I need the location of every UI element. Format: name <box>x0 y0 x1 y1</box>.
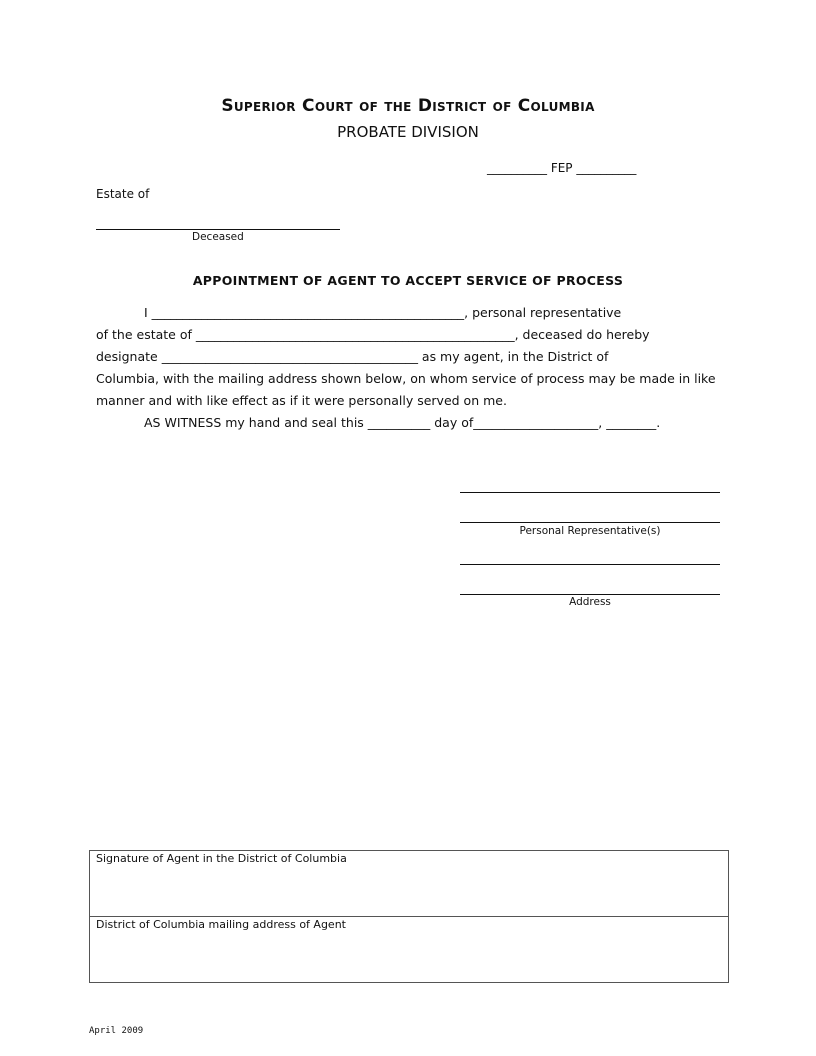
document-title: APPOINTMENT OF AGENT TO ACCEPT SERVICE OF PROCESS <box>192 273 624 288</box>
agent-info-box <box>89 850 729 983</box>
case-number-field[interactable]: __________ FEP __________ <box>487 161 637 175</box>
agent-address-field[interactable] <box>90 916 728 982</box>
estate-label: Estate of <box>96 187 150 201</box>
address-label: Address <box>569 596 611 608</box>
witness-line: AS WITNESS my hand and seal this __________ day of____________________, ________. <box>144 415 661 430</box>
signature-line-2[interactable] <box>460 522 720 523</box>
body-line-2: of the estate of ___________________________________________________, deceased do hereby <box>96 327 650 342</box>
agent-address-label: District of Columbia mailing address of Agent <box>96 918 346 931</box>
court-title: Superior Court of the District of Columbia <box>221 96 595 116</box>
body-line-1: I __________________________________________________, personal representative <box>144 305 622 320</box>
body-line-4: Columbia, with the mailing address shown below, on whom service of process may be made in like <box>96 371 716 386</box>
address-line-2[interactable] <box>460 594 720 595</box>
body-line-3: designate _________________________________________ as my agent, in the District of <box>96 349 609 364</box>
signature-line-1[interactable] <box>460 492 720 493</box>
estate-name-line[interactable] <box>96 229 340 230</box>
address-line-1[interactable] <box>460 564 720 565</box>
agent-signature-label: Signature of Agent in the District of Columbia <box>96 852 347 865</box>
body-line-5: manner and with like effect as if it were personally served on me. <box>96 393 507 408</box>
division-title: PROBATE DIVISION <box>337 123 479 141</box>
agent-signature-field[interactable] <box>90 851 728 916</box>
revision-date: April 2009 <box>89 1026 144 1036</box>
personal-representative-label: Personal Representative(s) <box>519 525 661 537</box>
deceased-label: Deceased <box>192 231 244 243</box>
